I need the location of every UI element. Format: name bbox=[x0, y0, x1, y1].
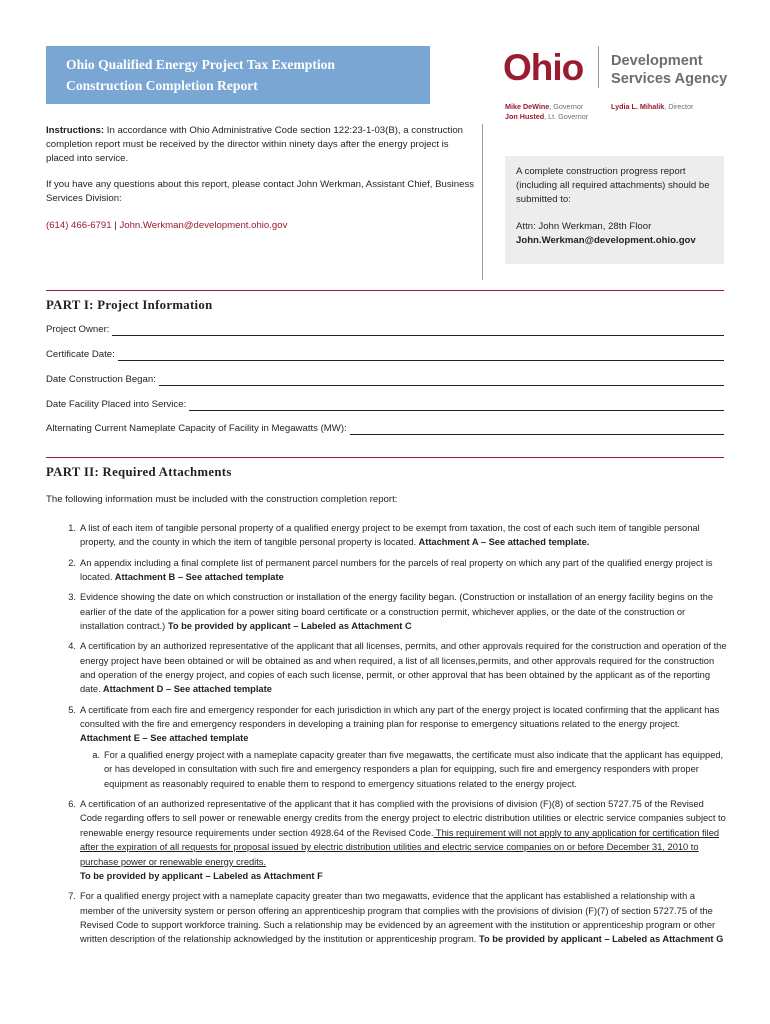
contact-phone[interactable]: (614) 466-6791 bbox=[46, 219, 112, 231]
field-line[interactable] bbox=[350, 425, 724, 435]
instructions-paragraph bbox=[46, 124, 476, 165]
item-number: 4. bbox=[68, 641, 76, 652]
questions-paragraph: If you have any questions about this report, please contact John Werkman, Assistant Chief, Business Services Division: bbox=[46, 179, 475, 205]
ohio-logo: Ohio bbox=[503, 47, 584, 88]
item-text: Evidence showing the date on which construction or installation of the energy facility began. (Construction or installation of an energy facility begins on the earlier of the date of the application for a power siting board certificate or a construction permit, whichever applies, or the date of the construction or installation contract.) To be provided by applicant – Labeled as Attachment C bbox=[80, 592, 714, 632]
item-number: 5. bbox=[68, 704, 76, 715]
field-line[interactable] bbox=[189, 401, 724, 411]
placed-into-service-field[interactable] bbox=[46, 399, 724, 411]
vertical-divider bbox=[482, 124, 483, 280]
certificate-date-field[interactable] bbox=[46, 349, 724, 361]
submission-email[interactable]: John.Werkman@development.ohio.gov bbox=[516, 235, 696, 246]
lt-governor-name: Jon Husted bbox=[505, 112, 545, 121]
lt-governor-title: , Lt. Governor bbox=[544, 112, 589, 121]
submission-attn: Attn: John Werkman, 28th Floor bbox=[516, 221, 652, 232]
field-label: Project Owner: bbox=[46, 324, 110, 335]
report-title-line2: Construction Completion Report bbox=[66, 78, 258, 93]
list-item bbox=[46, 521, 728, 550]
project-owner-field[interactable] bbox=[46, 324, 724, 336]
item-number: 7. bbox=[68, 891, 76, 902]
field-label: Certificate Date: bbox=[46, 349, 115, 360]
instructions-label: Instructions: bbox=[46, 125, 105, 136]
field-label: Date Construction Began: bbox=[46, 374, 156, 385]
agency-name-line2: Services Agency bbox=[611, 71, 728, 87]
item-text: An appendix including a final complete list of permanent parcel numbers for the parcels of real property on which any part of the qualified energy project is located. Attachment B – See attached template bbox=[80, 557, 713, 583]
director-name: Lydia L. Mihalik bbox=[611, 102, 665, 111]
item-number: 1. bbox=[68, 523, 76, 533]
field-label: Alternating Current Nameplate Capacity of Facility in Megawatts (MW): bbox=[46, 423, 347, 434]
part1-heading: PART I: Project Information bbox=[46, 298, 213, 312]
agency-name bbox=[611, 52, 727, 88]
lt-governor-line bbox=[505, 112, 588, 122]
instructions-block bbox=[46, 124, 476, 246]
contact-line bbox=[46, 219, 476, 233]
list-item bbox=[46, 590, 728, 633]
part2-rule bbox=[46, 457, 724, 458]
item-text: A list of each item of tangible personal property of a qualified energy project to be exempt from taxation, the cost of each such item of tangible personal property, and the county in which the item of tangible personal property is located. Attachment A – See attached template. bbox=[80, 523, 700, 548]
governor-title: , Governor bbox=[549, 102, 584, 111]
submission-box bbox=[505, 156, 724, 264]
director-title: , Director bbox=[664, 102, 694, 111]
sub-item-letter: a. bbox=[92, 749, 100, 760]
submission-text: A complete construction progress report (including all required attachments) should be submitted to: bbox=[516, 166, 710, 205]
item-text: For a qualified energy project with a nameplate capacity greater than two megawatts, evidence that the applicant has established a relationship with a member of the university system or person offering an apprenticeship program that complies with the provisions of division (F)(7) of section 5727.75 of the Revised Code to support workforce training. Such a relationship may be evidenced by an agreement with the institution or apprenticeship program or other written description of the relationship acknowledged by the institution or apprenticeship program. To be provided by applicant – Labeled as Attachment G bbox=[80, 891, 724, 945]
item-number: 6. bbox=[68, 798, 76, 809]
part2-intro: The following information must be included with the construction completion report: bbox=[46, 494, 398, 505]
part1-rule bbox=[46, 290, 724, 291]
item-text: A certification of an authorized representative of the applicant that it has complied with the provisions of division (F)(8) of section 5727.75 of the Revised Code regarding offers to sell power or renewable energy credits from the energy project to electric distribution utilities or electric service companies subject to renewable energy resource requirements under section 4928.64 of the Revised Code. This requirement will not apply to any application for certification filed after the expiration of all requests for proposal issued by electric distribution utilities and electric service companies on or before December 31, 2010 to purchase power or renewable energy credits. To be provided by applicant – Labeled as Attachment F bbox=[80, 798, 726, 881]
item-number: 2. bbox=[68, 557, 76, 568]
sub-list-item bbox=[46, 748, 728, 791]
construction-began-field[interactable] bbox=[46, 374, 724, 386]
attachments-list bbox=[46, 521, 728, 953]
list-item bbox=[46, 797, 728, 883]
field-label: Date Facility Placed into Service: bbox=[46, 399, 187, 410]
field-line[interactable] bbox=[118, 351, 724, 361]
list-item bbox=[46, 889, 728, 947]
sub-item-text: For a qualified energy project with a nameplate capacity greater than five megawatts, the certificate must also indicate that the applicant has equipped, or has developed in consultation with such fire and emergency responders a plan for equipping, such fire and emergency responders with proper equipment as reasonably required to enable them to respond to emergency situations related to the energy project. bbox=[104, 749, 724, 789]
item-text: A certificate from each fire and emergency responder for each jurisdiction in which any part of the energy project is located confirming that the applicant has consulted with the fire and emergency responders in developing a training plan for response to emergency situations related to the energy project. Attachment E – See attached template bbox=[80, 704, 720, 744]
list-item bbox=[46, 639, 728, 697]
nameplate-capacity-field[interactable] bbox=[46, 423, 724, 435]
director-line bbox=[611, 102, 693, 112]
agency-name-line1: Development bbox=[611, 53, 703, 69]
list-item bbox=[46, 556, 728, 585]
part2-heading: PART II: Required Attachments bbox=[46, 465, 232, 479]
governor-line bbox=[505, 102, 583, 112]
item-number: 3. bbox=[68, 592, 76, 603]
instructions-text: In accordance with Ohio Administrative Code section 122:23-1-03(B), a construction completion report must be received by the director within ninety days after the energy project is placed into service. bbox=[46, 125, 463, 164]
field-line[interactable] bbox=[159, 376, 724, 386]
report-title-line1: Ohio Qualified Energy Project Tax Exemption bbox=[66, 57, 335, 72]
list-item bbox=[46, 703, 728, 746]
field-line[interactable] bbox=[112, 326, 724, 336]
logo-divider bbox=[598, 46, 599, 88]
contact-separator: | bbox=[114, 219, 117, 231]
governor-name: Mike DeWine bbox=[505, 102, 550, 111]
contact-email-link[interactable]: John.Werkman@development.ohio.gov bbox=[119, 219, 288, 231]
item-text: A certification by an authorized representative of the applicant that all licenses, permits, and other approvals required for the construction and operation of the energy project have been obtained or will be obtained as and when required, a list of all licenses,permits, and other approvals required for the construction and operation of the energy project, and copies of each such license, permit, or other approval that has been obtained by the applicant as of the reporting date. Attachment D – See attached template bbox=[80, 641, 727, 695]
report-title-box bbox=[46, 46, 430, 104]
